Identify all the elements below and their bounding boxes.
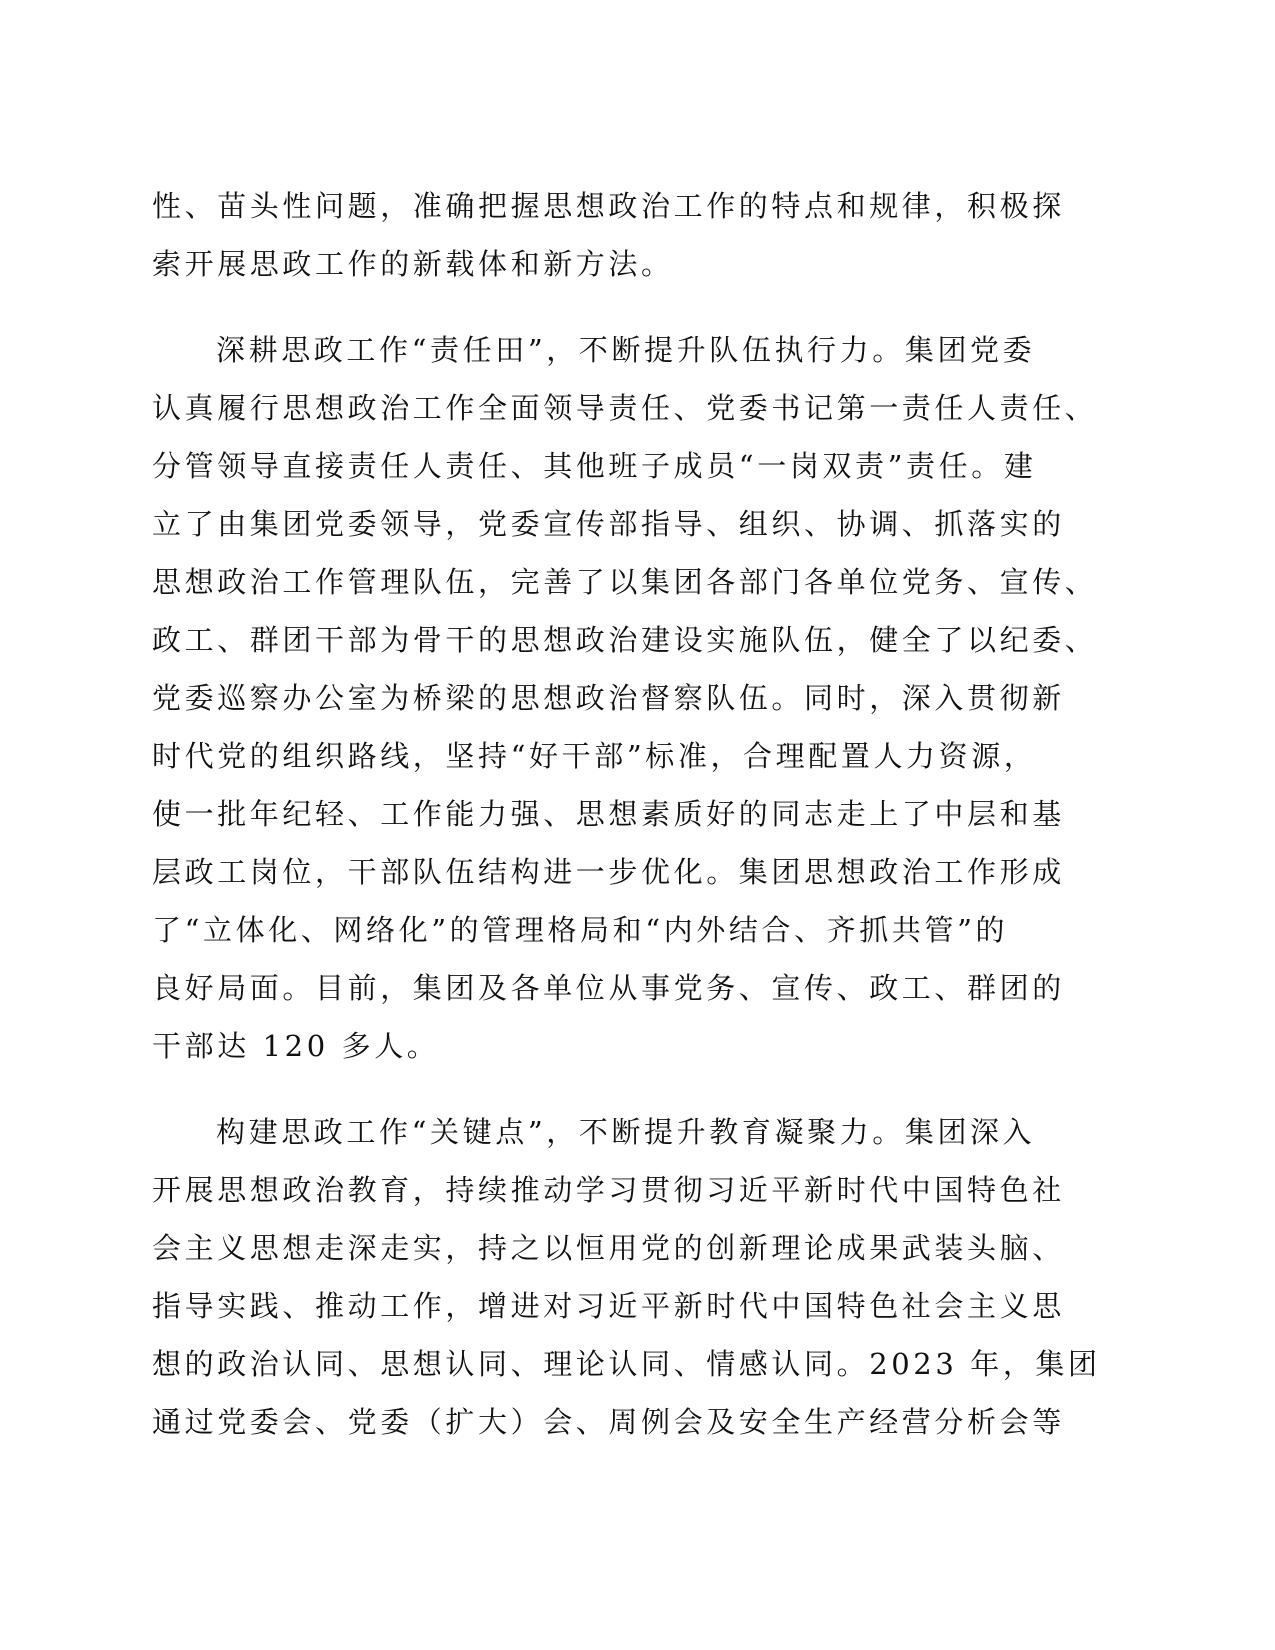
text-line: 党委巡察办公室为桥梁的思想政治督察队伍。同时，深入贯彻新 [152,681,1065,715]
text-line: 认真履行思想政治工作全面领导责任、党委书记第一责任人责任、 [152,391,1098,425]
text-line: 会主义思想走深走实，持之以恒用党的创新理论成果武装头脑、 [152,1231,1065,1265]
text-line: 立了由集团党委领导，党委宣传部指导、组织、协调、抓落实的 [152,507,1065,541]
paragraph-key-points [152,1103,1101,1451]
text-line: 深耕思政工作“责任田”，不断提升队伍执行力。集团党委 [216,333,1036,367]
text-line: 指导实践、推动工作，增进对习近平新时代中国特色社会主义思 [152,1289,1065,1323]
text-line: 索开展思政工作的新载体和新方法。 [152,247,674,281]
paragraph-responsibility [152,321,1098,1075]
document-body [152,177,1101,1479]
text-line: 性、苗头性问题，准确把握思想政治工作的特点和规律，积极探 [152,189,1065,223]
text-line: 了“立体化、网络化”的管理格局和“内外结合、齐抓共管”的 [152,913,1009,947]
text-line: 开展思想政治教育，持续推动学习贯彻习近平新时代中国特色社 [152,1173,1065,1207]
paragraph-continuation [152,177,1072,293]
text-line: 良好局面。目前，集团及各单位从事党务、宣传、政工、群团的 [152,971,1065,1005]
text-line: 分管领导直接责任人责任、其他班子成员“一岗双责”责任。建 [152,449,1037,483]
text-line: 构建思政工作“关键点”，不断提升教育凝聚力。集团深入 [216,1115,1036,1149]
text-line: 思想政治工作管理队伍，完善了以集团各部门各单位党务、宣传、 [152,565,1098,599]
text-line: 政工、群团干部为骨干的思想政治建设实施队伍，健全了以纪委、 [152,623,1098,657]
text-line: 使一批年纪轻、工作能力强、思想素质好的同志走上了中层和基 [152,797,1065,831]
text-line: 通过党委会、党委（扩大）会、周例会及安全生产经营分析会等 [152,1405,1065,1439]
text-line: 想的政治认同、思想认同、理论认同、情感认同。2023 年，集团 [152,1347,1101,1381]
text-line: 层政工岗位，干部队伍结构进一步优化。集团思想政治工作形成 [152,855,1065,889]
text-line: 干部达 120 多人。 [152,1029,440,1063]
text-line: 时代党的组织路线，坚持“好干部”标准，合理配置人力资源， [152,739,1037,773]
